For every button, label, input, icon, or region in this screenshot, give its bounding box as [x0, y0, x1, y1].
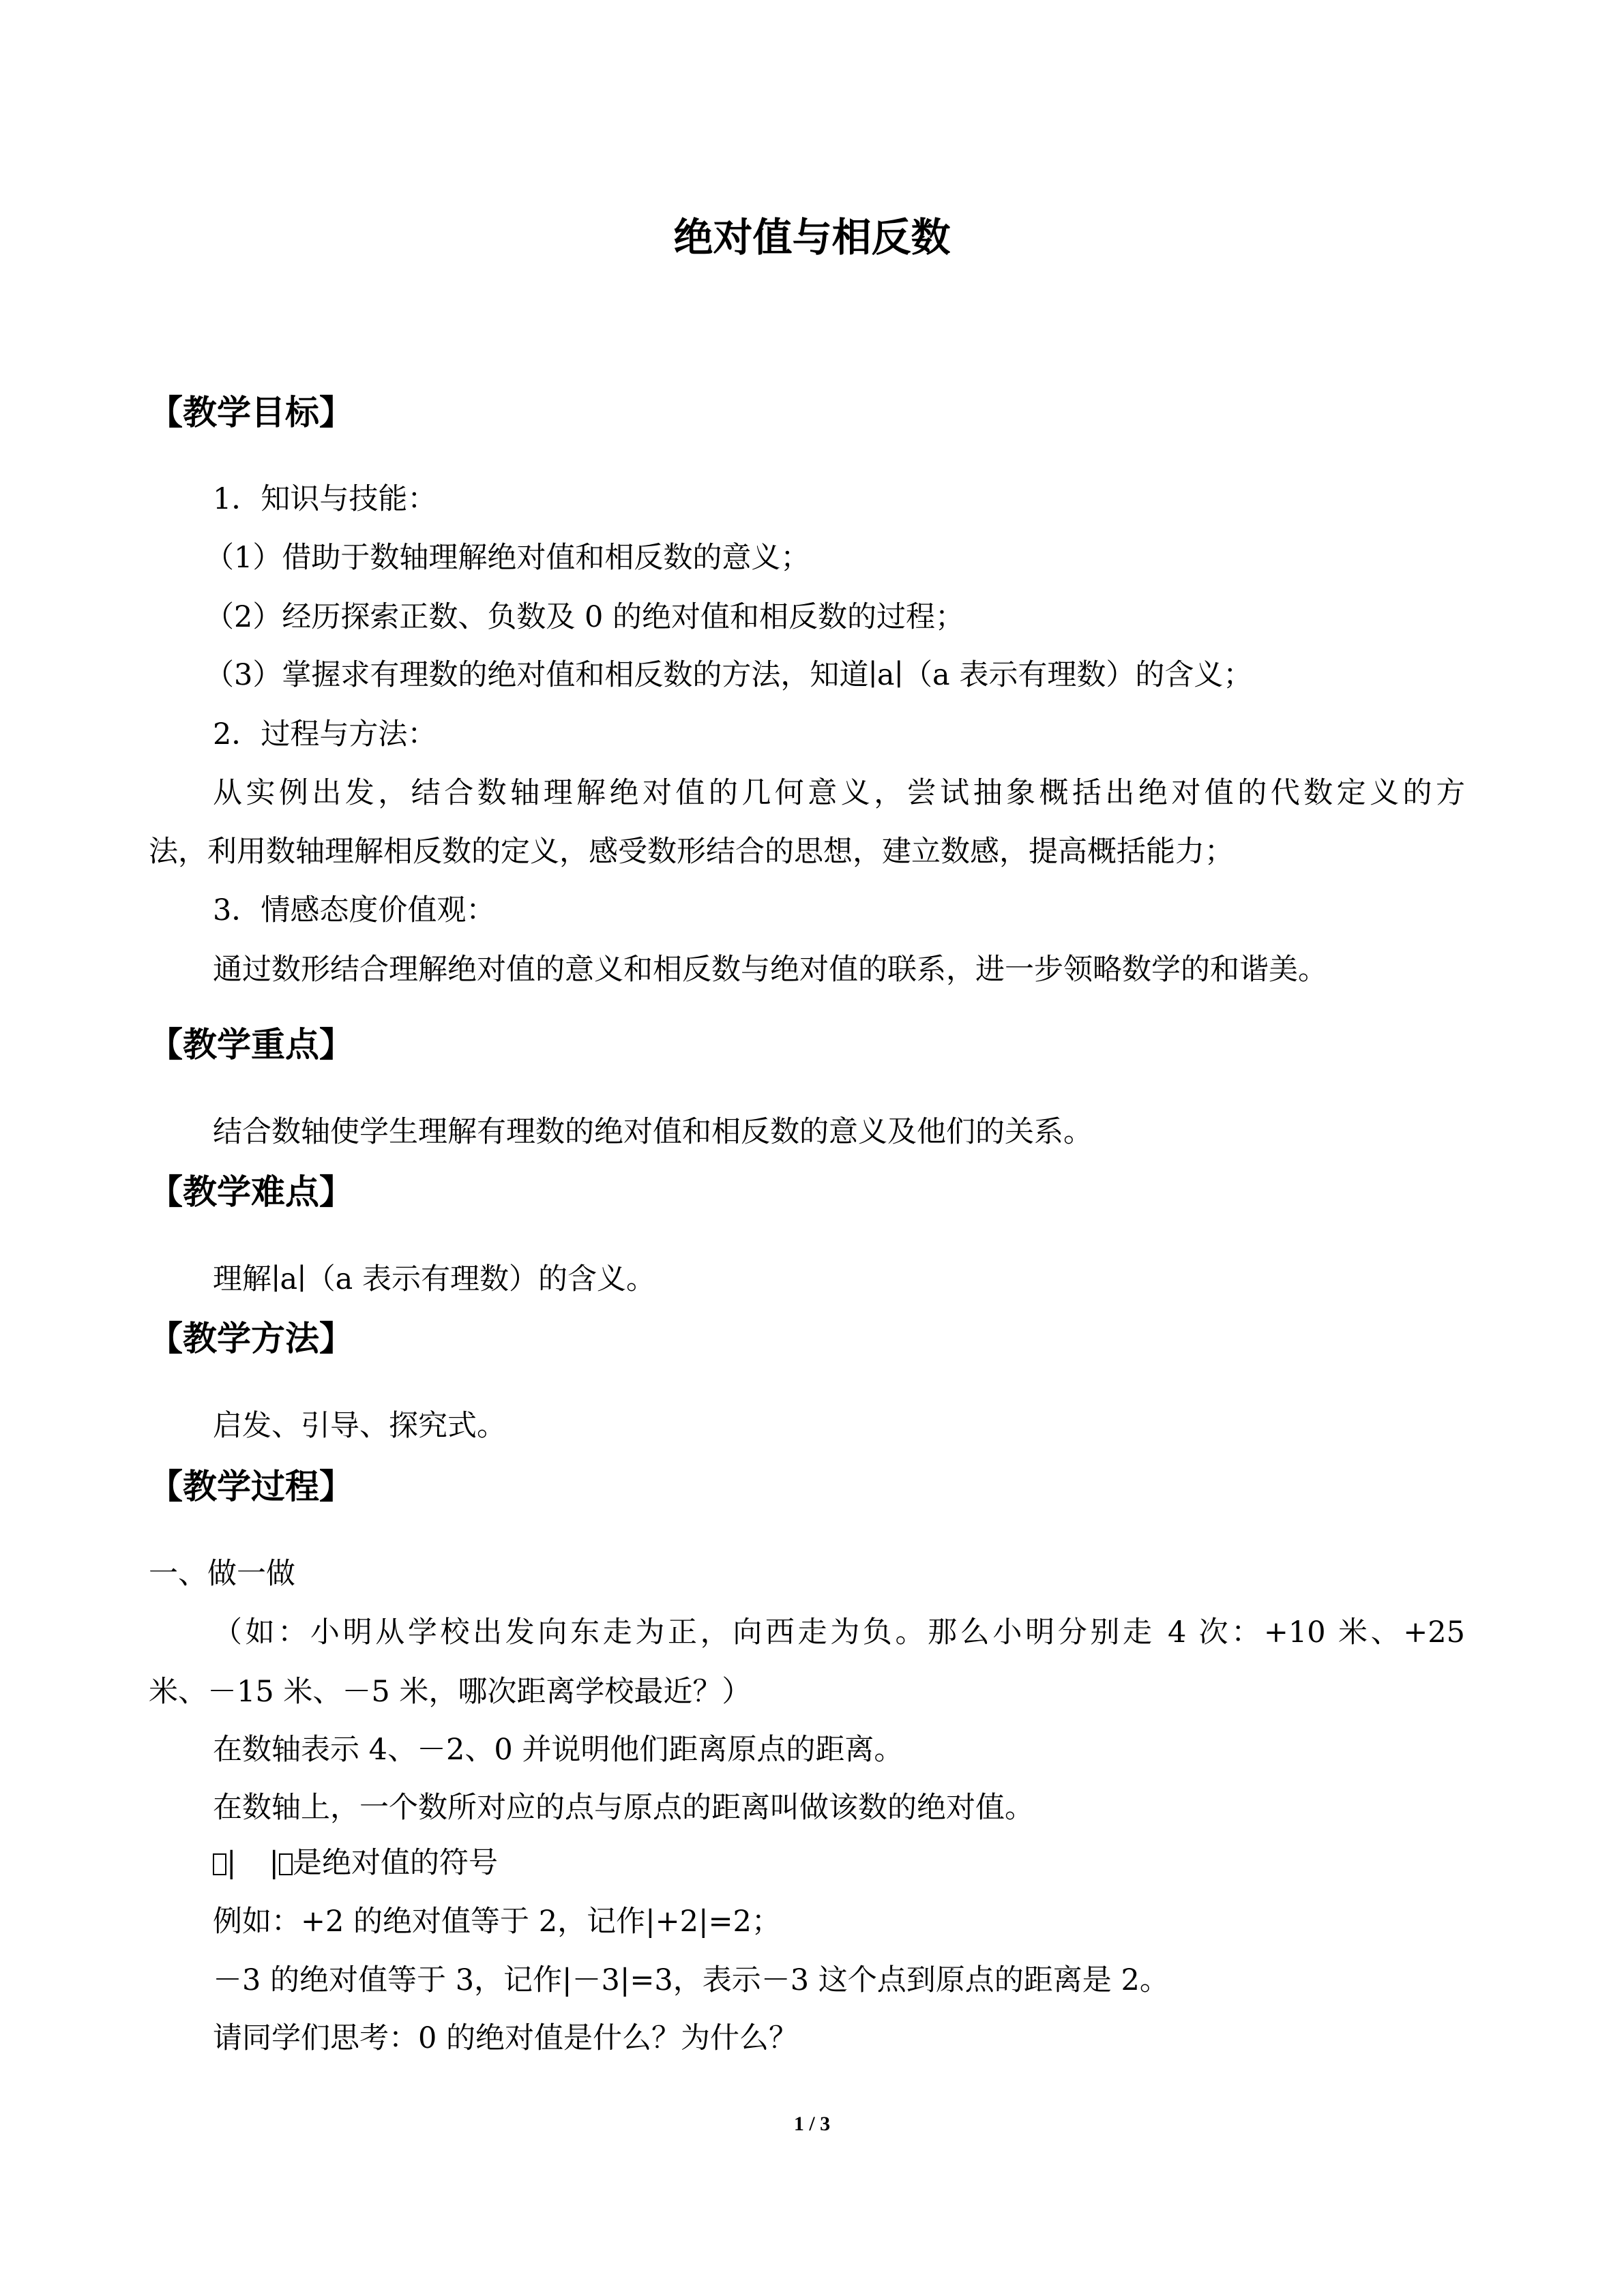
heading-teaching-goals: 【教学目标】 [149, 393, 353, 432]
example-line-2: －3 的绝对值等于 3，记作|－3|=3，表示－3 这个点到原点的距离是 2。 [213, 1963, 1169, 1997]
goal-item-2: （1）借助于数轴理解绝对值和相反数的意义； [205, 541, 810, 575]
heading-methods: 【教学方法】 [149, 1319, 353, 1358]
goal-item-8: 3．情感态度价值观： [213, 893, 496, 927]
goal-item-9: 通过数形结合理解绝对值的意义和相反数与绝对值的联系，进一步领略数学的和谐美。 [213, 953, 1327, 987]
placeholder-box-icon [279, 1853, 293, 1875]
abs-bar-left: | [226, 1846, 237, 1880]
example-line-1: 例如：+2 的绝对值等于 2，记作|+2|=2； [213, 1905, 781, 1939]
abs-symbol-text: 是绝对值的符号 [293, 1846, 498, 1880]
process-line-1: （如：小明从学校出发向东走为正，向西走为负。那么小明分别走 4 次：+10 米、+25 [213, 1615, 1465, 1650]
goal-item-4: （3）掌握求有理数的绝对值和相反数的方法，知道∣a∣（a 表示有理数）的含义； [205, 658, 1253, 692]
page-number: 1 / 3 [793, 2113, 831, 2135]
heading-difficulties: 【教学难点】 [149, 1172, 353, 1212]
process-subheading: 一、做一做 [149, 1557, 295, 1591]
goal-item-6: 从实例出发，结合数轴理解绝对值的几何意义，尝试抽象概括出绝对值的代数定义的方 [213, 776, 1465, 810]
goal-item-1: 1．知识与技能： [213, 482, 437, 516]
process-line-3: 在数轴表示 4、－2、0 并说明他们距离原点的距离。 [213, 1733, 904, 1767]
placeholder-box-icon [213, 1853, 226, 1875]
goal-item-5: 2．过程与方法： [213, 717, 437, 751]
absolute-value-symbol-line [213, 1843, 498, 1883]
difficulties-text: 理解∣a∣（a 表示有理数）的含义。 [213, 1262, 655, 1296]
goal-item-7: 法，利用数轴理解相反数的定义，感受数形结合的思想，建立数感，提高概括能力； [149, 835, 1234, 869]
abs-bar-right: | [269, 1846, 279, 1880]
heading-key-points: 【教学重点】 [149, 1025, 353, 1064]
heading-process: 【教学过程】 [149, 1467, 353, 1506]
document-title: 绝对值与相反数 [673, 214, 951, 260]
process-line-4: 在数轴上，一个数所对应的点与原点的距离叫做该数的绝对值。 [213, 1791, 1034, 1825]
example-line-3: 请同学们思考：0 的绝对值是什么？为什么？ [213, 2021, 799, 2055]
methods-text: 启发、引导、探究式。 [213, 1409, 506, 1443]
goal-item-3: （2）经历探索正数、负数及 0 的绝对值和相反数的过程； [205, 600, 965, 634]
key-points-text: 结合数轴使学生理解有理数的绝对值和相反数的意义及他们的关系。 [213, 1115, 1093, 1149]
process-line-2: 米、－15 米、－5 米，哪次距离学校最近？） [149, 1675, 752, 1709]
